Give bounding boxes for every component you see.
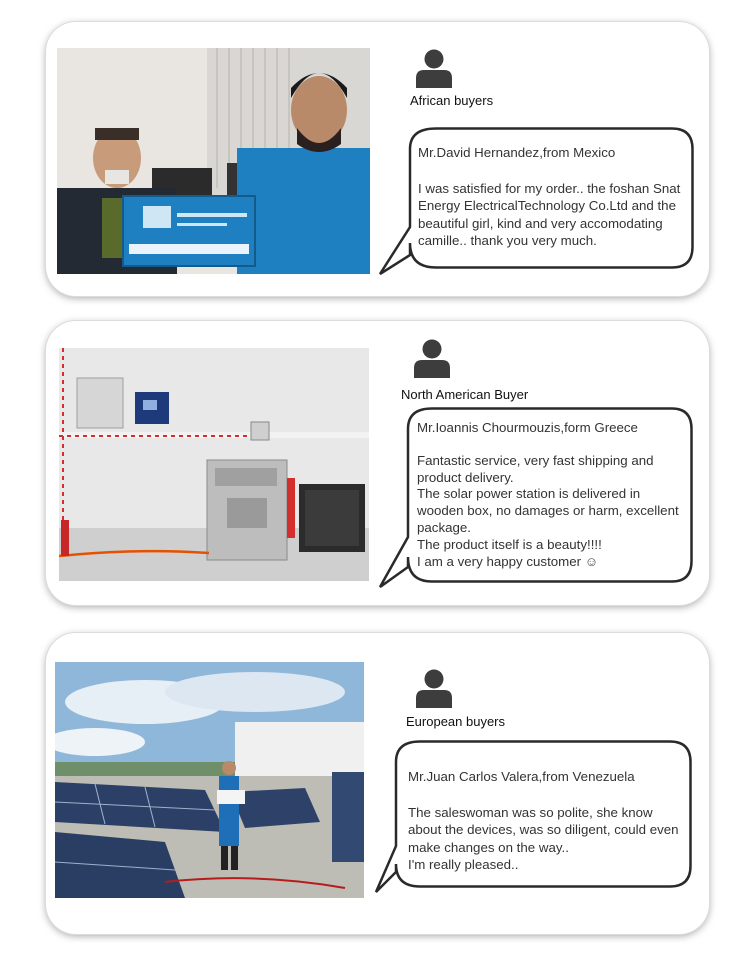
review-line: wooden box, no damages or harm, excellent xyxy=(417,503,679,519)
speech-bubble-2 xyxy=(378,407,696,589)
review-line: camille.. thank you very much. xyxy=(418,233,597,248)
speech-bubble-1 xyxy=(378,127,696,277)
person-silhouette-icon xyxy=(414,668,454,708)
customer-name: Mr.Juan Carlos Valera,from Venezuela xyxy=(408,769,635,784)
review-line: The product itself is a beauty!!!! xyxy=(417,536,602,552)
review-line: about the devices, was so diligent, could even xyxy=(408,822,679,837)
person-silhouette-icon xyxy=(414,48,454,88)
review-line: beautiful girl, kind and very accomodating xyxy=(418,215,663,231)
review-line: The solar power station is delivered in xyxy=(417,486,641,502)
buyer-region-label: North American Buyer xyxy=(401,387,529,402)
review-line: I'm really pleased.. xyxy=(408,857,519,872)
review-line: The saleswoman was so polite, she know xyxy=(408,804,653,820)
speech-bubble-3 xyxy=(374,740,694,894)
review-line: product delivery. xyxy=(417,469,514,485)
photo-rooftop-solar-panels xyxy=(55,662,364,898)
review-line: Energy ElectricalTechnology Co.Ltd and the xyxy=(418,198,676,213)
review-line: Fantastic service, very fast shipping and xyxy=(417,452,654,468)
person-silhouette-icon xyxy=(412,338,452,378)
review-line: I was satisfied for my order.. the foshan Snat xyxy=(418,180,681,196)
buyer-region-label: European buyers xyxy=(406,714,506,729)
photo-solar-power-station-installation xyxy=(59,348,369,581)
review-line: I am a very happy customer ☺ xyxy=(417,553,599,569)
photo-customers-with-inverter xyxy=(57,48,370,274)
buyer-region-label: African buyers xyxy=(410,93,494,108)
review-line: package. xyxy=(417,519,471,535)
customer-name: Mr.David Hernandez,from Mexico xyxy=(418,145,616,160)
customer-name: Mr.Ioannis Chourmouzis,form Greece xyxy=(417,420,638,435)
review-line: make changes on the way.. xyxy=(408,839,569,855)
